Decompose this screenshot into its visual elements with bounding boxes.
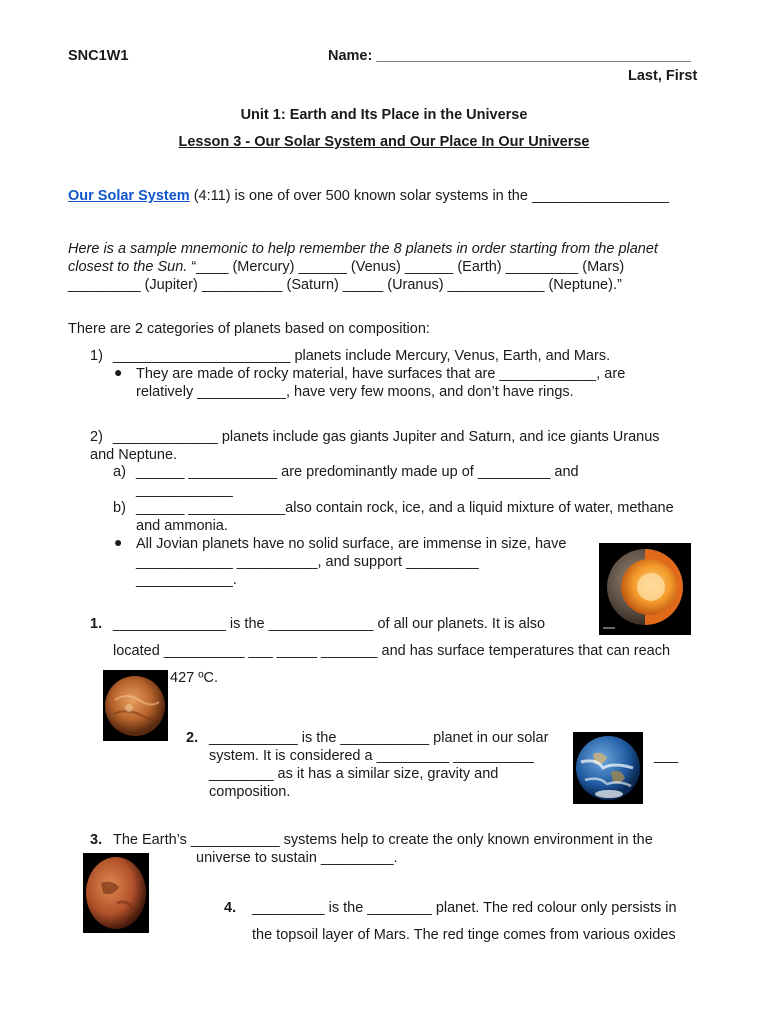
bullet-dot: ● (114, 364, 123, 380)
question-4-line-1: _________ is the ________ planet. The red colour only persists in (252, 900, 677, 916)
question-2-line-4: composition. (209, 784, 291, 800)
question-4-line-2: the topsoil layer of Mars. The red tinge comes from various oxides (252, 927, 676, 943)
item-2-line-1: _____________ planets include gas giants Jupiter and Saturn, and ice giants Uranus (113, 429, 660, 445)
question-1-line-1: ______________ is the _____________ of all our planets. It is also (113, 616, 546, 632)
intro-sentence (68, 188, 669, 205)
question-1-number: 1. (90, 616, 103, 632)
item-2-number: 2) (90, 429, 103, 445)
sub-item-a-line-2: ____________ (136, 482, 233, 498)
question-1-line-2: located __________ ___ _____ _______ and has surface temperatures that can reach (113, 643, 671, 659)
venus-image (103, 670, 168, 741)
sub-item-a-label: a) (113, 464, 126, 480)
mnemonic-line-2 (68, 259, 624, 276)
mars-image (83, 853, 149, 933)
jovian-line-2: ____________ __________, and support _________ (136, 554, 479, 570)
sub-item-b-line-2: and ammonia. (136, 518, 228, 534)
question-2-number: 2. (186, 730, 199, 746)
question-3-number: 3. (90, 832, 103, 848)
sub-item-b-line-1: ______ ____________also contain rock, ice, and a liquid mixture of water, methane (136, 500, 674, 516)
jovian-line-3: ____________. (136, 572, 237, 588)
our-solar-system-link[interactable]: Our Solar System (68, 188, 190, 204)
categories-intro: There are 2 categories of planets based on composition: (68, 321, 430, 337)
mnemonic-line-3: _________ (Jupiter) __________ (Saturn) _____ (Uranus) ____________ (Neptune).” (68, 277, 622, 293)
item-1-bullet-line-1: They are made of rocky material, have surfaces that are ____________, are (136, 366, 626, 382)
question-4-number: 4. (224, 900, 237, 916)
question-3-line-1: The Earth’s ___________ systems help to create the only known environment in the (113, 832, 653, 848)
bullet-dot: ● (114, 534, 123, 550)
intro-rest: (4:11) is one of over 500 known solar systems in the _________________ (189, 188, 670, 204)
item-1-bullet-line-2: relatively ___________, have very few moons, and don’t have rings. (136, 384, 574, 400)
question-2-line-2: system. It is considered a _________ __________ (209, 748, 534, 764)
name-hint: Last, First (628, 68, 698, 84)
earth-image (573, 732, 643, 804)
mnemonic-line-2-rest: “____ (Mercury) ______ (Venus) ______ (Earth) _________ (Mars) (187, 259, 625, 275)
jovian-line-1: All Jovian planets have no solid surface, are immense in size, have (136, 536, 567, 552)
planet-interior-image (599, 543, 691, 635)
question-2-line-3: ________ as it has a similar size, gravity and (209, 766, 499, 782)
mnemonic-line-2-italic: closest to the Sun. (68, 259, 188, 275)
item-1-text: ______________________ planets include Mercury, Venus, Earth, and Mars. (113, 348, 611, 364)
sub-item-b-label: b) (113, 500, 126, 516)
sub-item-a-line-1: ______ ___________ are predominantly made up of _________ and (136, 464, 579, 480)
mnemonic-line-1: Here is a sample mnemonic to help remember the 8 planets in order starting from the planet (68, 241, 658, 257)
question-2-line-2-tail: ___ (654, 748, 679, 764)
unit-title: Unit 1: Earth and Its Place in the Universe (240, 107, 528, 123)
question-2-line-1: ___________ is the ___________ planet in our solar (209, 730, 549, 746)
question-1-line-3: 427 ºC. (170, 670, 219, 686)
name-field-label: Name: _______________________________________ (328, 48, 691, 64)
course-code: SNC1W1 (68, 48, 129, 64)
item-1-number: 1) (90, 348, 103, 364)
question-3-line-2: universe to sustain _________. (196, 850, 398, 866)
lesson-title: Lesson 3 - Our Solar System and Our Place In Our Universe (178, 134, 590, 150)
item-2-line-2: and Neptune. (90, 447, 178, 463)
